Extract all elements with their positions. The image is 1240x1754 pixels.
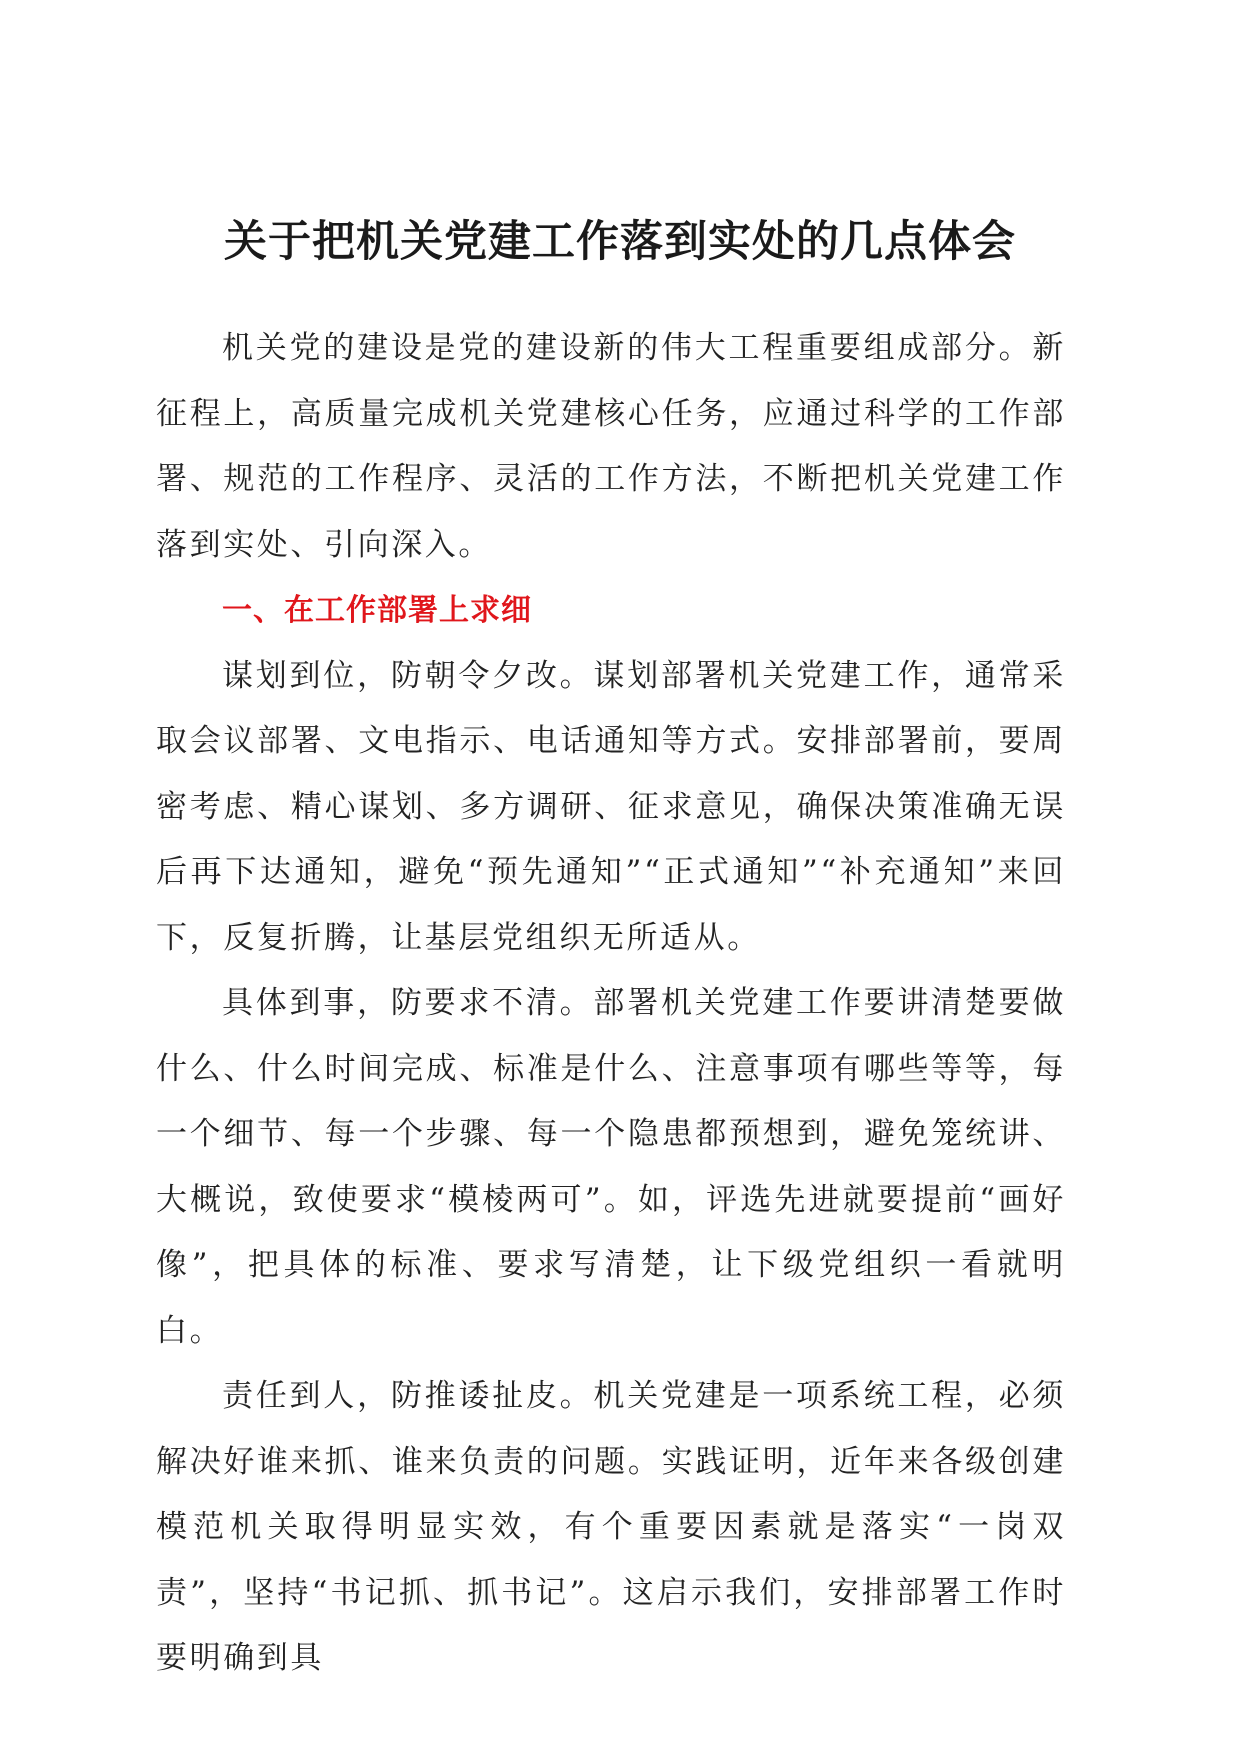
body-paragraph: 具体到事，防要求不清。部署机关党建工作要讲清楚要做什么、什么时间完成、标准是什么、注意事项有哪些等等，每一个细节、每一个步骤、每一个隐患都预想到，避免笼统讲、大概说，致使要求“模棱两可”。如，评选先进就要提前“画好像”，把具体的标准、要求写清楚，让下级党组织一看就明白。 — [156, 985, 1066, 1349]
document-body — [156, 316, 1066, 1692]
section-heading: 一、在工作部署上求细 — [222, 593, 532, 628]
body-paragraph: 责任到人，防推诿扯皮。机关党建是一项系统工程，必须解决好谁来抓、谁来负责的问题。实践证明，近年来各级创建模范机关取得明显实效，有个重要因素就是落实“一岗双责”，坚持“书记抓、抓书记”。这启示我们，安排部署工作时要明确到具 — [156, 1378, 1066, 1676]
body-paragraph: 谋划到位，防朝令夕改。谋划部署机关党建工作，通常采取会议部署、文电指示、电话通知等方式。安排部署前，要周密考虑、精心谋划、多方调研、征求意见，确保决策准确无误后再下达通知，避免“预先通知”“正式通知”“补充通知”来回下，反复折腾，让基层党组织无所适从。 — [156, 657, 1066, 956]
intro-paragraph: 机关党的建设是党的建设新的伟大工程重要组成部分。新征程上，高质量完成机关党建核心任务，应通过科学的工作部署、规范的工作程序、灵活的工作方法，不断把机关党建工作落到实处、引向深入。 — [156, 330, 1066, 563]
document-title: 关于把机关党建工作落到实处的几点体会 — [224, 217, 1016, 267]
